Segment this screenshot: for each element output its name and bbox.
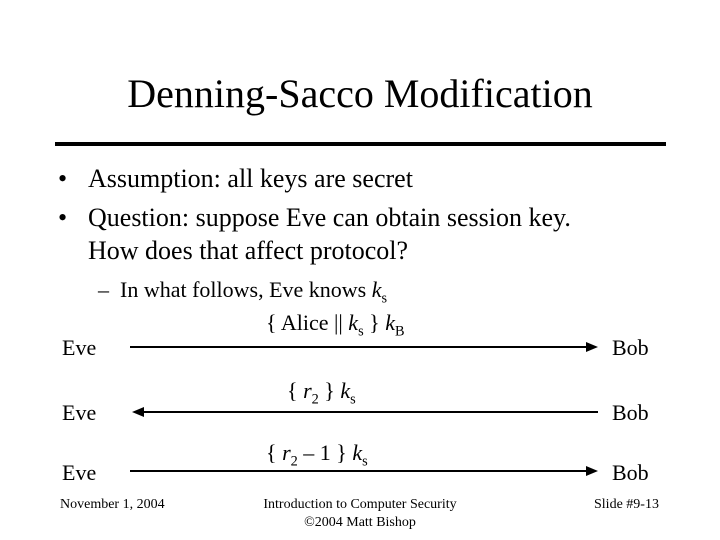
footer-date: November 1, 2004 bbox=[60, 497, 165, 512]
sub-bullet-label: In what follows, Eve knows bbox=[120, 277, 372, 302]
party-bob-3: Bob bbox=[612, 460, 649, 485]
arrow-eve-to-bob-2 bbox=[130, 464, 600, 478]
bullet-marker: • bbox=[58, 203, 68, 232]
footer-copyright: ©2004 Matt Bishop bbox=[304, 515, 416, 530]
bullet-marker: • bbox=[58, 164, 68, 193]
sub-bullet-subscript: s bbox=[381, 290, 388, 307]
party-eve-1: Eve bbox=[62, 335, 97, 360]
party-eve-2: Eve bbox=[62, 400, 97, 425]
bullet-assumption: Assumption: all keys are secret bbox=[88, 164, 413, 193]
slide-title: Denning-Sacco Modification bbox=[127, 71, 593, 116]
sub-bullet-var: k bbox=[371, 277, 382, 302]
arrow-bob-to-eve bbox=[130, 405, 600, 419]
sub-bullet-text bbox=[120, 276, 387, 312]
party-bob-1: Bob bbox=[612, 335, 649, 360]
title-underline bbox=[55, 142, 666, 146]
bullet-question-cont: How does that affect protocol? bbox=[88, 236, 409, 265]
footer-course: Introduction to Computer Security bbox=[263, 497, 457, 512]
sub-bullet-dash: – bbox=[98, 277, 109, 302]
message-1: { Alice || $k_s$ } $k_B$ bbox=[266, 310, 405, 340]
party-eve-3: Eve bbox=[62, 460, 97, 485]
footer-slide-number: Slide #9-13 bbox=[594, 497, 659, 512]
party-bob-2: Bob bbox=[612, 400, 649, 425]
message-3: { $r_2 - 1$ } $k_s$ bbox=[266, 440, 368, 470]
arrow-eve-to-bob-1 bbox=[130, 340, 600, 354]
bullet-question: Question: suppose Eve can obtain session key. bbox=[88, 203, 571, 232]
message-2: { $r_2$ } $k_s$ bbox=[287, 378, 356, 408]
